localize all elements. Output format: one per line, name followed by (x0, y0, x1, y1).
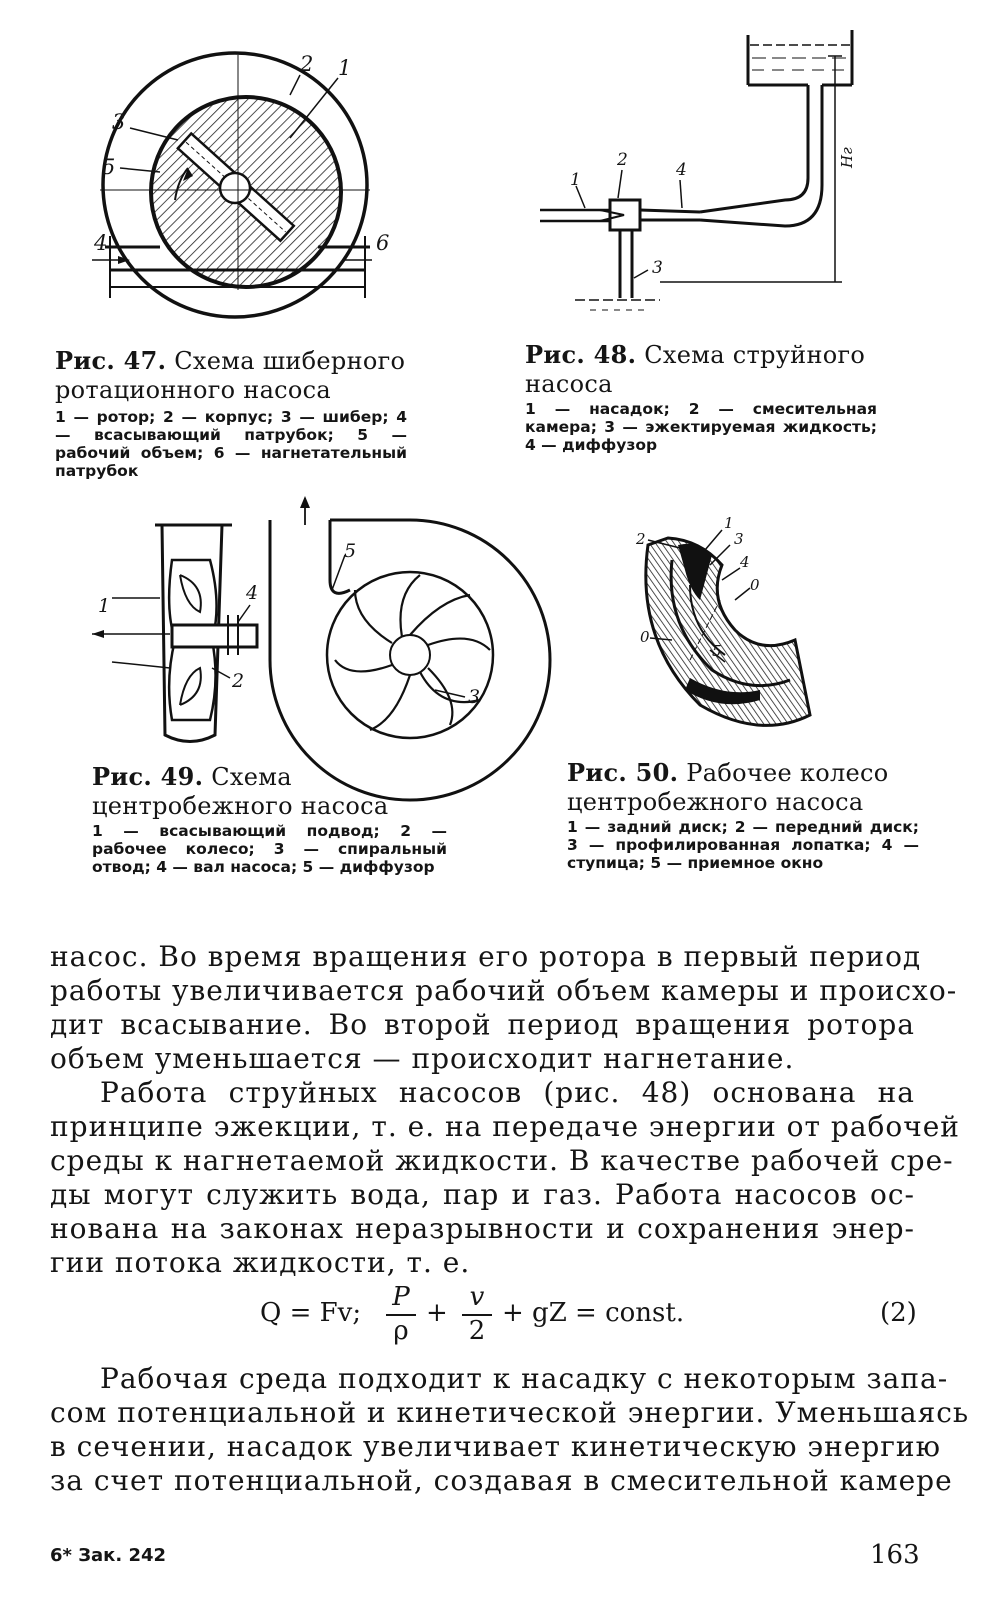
footer-order-number: 6* Зак. 242 (50, 1545, 167, 1566)
fig47-label-6: 6 (376, 231, 390, 255)
fig47-label-1: 1 (338, 56, 352, 80)
fig50-label-0b: 0 (640, 628, 650, 646)
para3-line: сом потенциальной и кинетической энергии. Уменьшаясь (50, 1396, 970, 1429)
fig49-label-4: 4 (246, 582, 259, 604)
fig47-legend: 1 — ротор; 2 — корпус; 3 — шибер; 4 — всасывающий патрубок; 5 — рабочий объем; 6 — нагнетательный патрубок (55, 408, 407, 480)
fig49-caption-title: Схема центробежного насоса (92, 763, 389, 820)
fig50-caption (567, 758, 925, 817)
fig50-label-1: 1 (724, 514, 734, 532)
paragraph-3 (50, 1362, 970, 1498)
fig48-label-2: 2 (617, 150, 628, 170)
para1-line: работы увеличивается рабочий объем камеры и происхо- (50, 974, 958, 1007)
fig49-label-2: 2 (232, 670, 245, 692)
fig50-caption-label: Рис. 50. (567, 758, 679, 787)
fig50-caption-title: Рабочее колесо центробежного насоса (567, 759, 889, 816)
fig50-legend: 1 — задний диск; 2 — передний диск; 3 — профилированная лопатка; 4 — ступица; 5 — приемное окно (567, 818, 919, 872)
formula-rest: + gZ = const. (502, 1298, 685, 1328)
para2-line: ды могут служить вода, пар и газ. Работа насосов ос- (50, 1178, 915, 1211)
para2-line: принципе эжекции, т. е. на передаче энергии от рабочей (50, 1110, 960, 1143)
para2-line: гии потока жидкости, т. е. (50, 1246, 471, 1279)
fig48-label-3: 3 (652, 258, 663, 278)
para3-line: Рабочая среда подходит к насадку с некоторым запа- (100, 1362, 949, 1395)
para3-line: в сечении, насадок увеличивает кинетическую энергию (50, 1430, 941, 1463)
formula-number: (2) (880, 1298, 917, 1328)
fig50-label-2: 2 (636, 530, 646, 548)
fig49-legend: 1 — всасывающий подвод; 2 — рабочее колесо; 3 — спиральный отвод; 4 — вал насоса; 5 — диффузор (92, 822, 447, 876)
formula-frac2-den: 2 (468, 1316, 486, 1346)
page-number: 163 (870, 1540, 920, 1570)
fig47-label-5: 5 (102, 155, 116, 179)
fig47-label-4: 4 (94, 231, 108, 255)
fig47-caption-title: Схема шиберного ротационного насоса (55, 347, 406, 404)
paragraph-2 (50, 1076, 960, 1280)
fig48-label-1: 1 (570, 170, 581, 190)
para3-line: за счет потенциальной, создавая в смесительной камере (50, 1464, 953, 1497)
fig49-label-1: 1 (98, 595, 111, 617)
formula-left: Q = Fv; (260, 1298, 362, 1328)
fig48-caption-title: Схема струйного насоса (525, 341, 866, 398)
para2-line: Работа струйных насосов (рис. 48) основана на (100, 1076, 915, 1109)
para1-line: насос. Во время вращения его ротора в первый период (50, 940, 922, 973)
fig47-label-2: 2 (300, 52, 314, 76)
fig50-label-4: 4 (740, 553, 750, 571)
fig47-caption-label: Рис. 47. (55, 346, 167, 375)
formula-frac1-den: ρ (393, 1316, 409, 1346)
para2-line: среды к нагнетаемой жидкости. В качестве рабочей сре- (50, 1144, 954, 1177)
fig48-caption-label: Рис. 48. (525, 340, 637, 369)
formula-plus: + (426, 1298, 448, 1328)
paragraph-1 (50, 940, 958, 1076)
fig48-label-4: 4 (676, 160, 687, 180)
formula-2 (260, 1282, 920, 1348)
fig50-label-5: 5 (712, 642, 722, 660)
fig49-label-3: 3 (468, 686, 481, 708)
formula-frac1-num: P (392, 1282, 410, 1312)
formula-frac2-num: v (469, 1282, 485, 1312)
fig49-caption-label: Рис. 49. (92, 762, 204, 791)
fig48-legend: 1 — насадок; 2 — смесительная камера; 3 — эжектируемая жидкость; 4 — диффузор (525, 400, 877, 454)
para2-line: нована на законах неразрывности и сохранения энер- (50, 1212, 915, 1245)
para1-line: объем уменьшается — происходит нагнетание. (50, 1042, 795, 1075)
fig50-label-0a: 0 (750, 576, 760, 594)
fig48-label-H: Hг (838, 147, 856, 168)
para1-line: дит всасывание. Во второй период вращения ротора (50, 1008, 915, 1041)
fig49-label-5: 5 (344, 540, 357, 562)
fig50-label-3: 3 (734, 530, 744, 548)
fig47-label-3: 3 (112, 110, 126, 134)
